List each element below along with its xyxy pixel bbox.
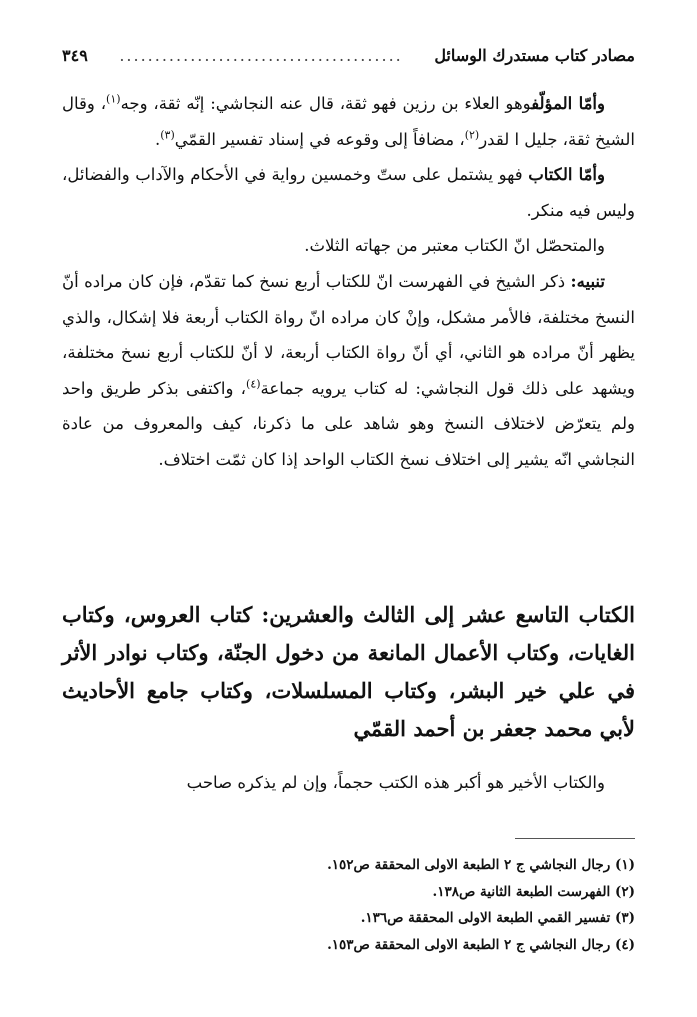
footnote-item: (٢) الفهرست الطبعة الثانية ص١٣٨.	[432, 883, 635, 900]
footnote-item: (١) رجال النجاشي ج ٢ الطبعة الاولى المحققة ص١٥٢.	[327, 857, 635, 873]
main-body	[62, 86, 635, 478]
paragraph-text: ، مضافاً إلى وقوعه في إسناد تفسير القمّي	[174, 129, 465, 149]
paragraph-text: .	[154, 129, 161, 149]
paragraph-author	[62, 86, 635, 157]
section-heading: الكتاب التاسع عشر إلى الثالث والعشرين: كتاب العروس، وكتاب الغايات، وكتاب الأعمال المانعة من دخول الجنّة، وكتاب نوادر الأثر في علي خير البشر، وكتاب المسلسلات، وكتاب جامع الأحاديث لأبي محمد جعفر بن أحمد القمّي	[62, 602, 635, 741]
running-header-title: مصادر كتاب مستدرك الوسائل	[434, 45, 635, 65]
lead-term: تنبيه:	[570, 271, 605, 291]
footnote-ref[interactable]: (١)	[106, 92, 121, 106]
paragraph-text: فهو يشتمل على ستّ وخمسين رواية في الأحكام والآداب والفضائل، وليس فيه منكر.	[62, 165, 635, 220]
section-paragraph: والكتاب الأخير هو أكبر هذه الكتب حجماً، وإن لم يذكره صاحب	[186, 773, 605, 792]
footnote-ref[interactable]: (٢)	[464, 128, 480, 142]
paragraph-text: والمتحصّل انّ الكتاب معتبر من جهاته الثلاث.	[304, 236, 605, 256]
running-header	[62, 40, 635, 70]
footnote-ref[interactable]: (٤)	[246, 377, 261, 391]
paragraph-text: ، وقال الشيخ ثقة، جليل ا لقدر	[62, 94, 635, 149]
footnote-item: (٤) رجال النجاشي ج ٢ الطبعة الاولى المحققة ص١٥٣.	[327, 936, 635, 953]
footnote-ref[interactable]: (٣)	[160, 128, 175, 142]
paragraph-note	[62, 264, 635, 478]
footnote-divider	[515, 838, 635, 839]
paragraph-text: ، واكتفى بذكر طريق واحد ولم يتعرّض لاختلاف النسخ وهو شاهد على ما ذكرنا، كيف والمعروف من عادة النجاشي انّه يشير إلى اختلاف نسخ الكتاب الواحد إذا كان ثمّت اختلاف.	[62, 378, 635, 469]
paragraph-text: وهو العلاء بن رزين فهو ثقة، قال عنه النجاشي: إنّه ثقة، وجه	[120, 94, 532, 113]
footnote-item: (٣) تفسير القمي الطبعة الاولى المحققة ص١٣٦.	[360, 910, 635, 926]
lead-term: وأمّا الكتاب	[528, 165, 605, 185]
paragraph-conclusion	[62, 228, 635, 264]
footnotes	[62, 852, 635, 958]
header-dot-leader: ........................................	[119, 45, 403, 65]
paragraph-book	[62, 157, 635, 228]
page-number: ٣٤٩	[62, 45, 88, 65]
lead-term: وأمّا المؤلّف	[531, 94, 605, 113]
book-page	[62, 0, 635, 1017]
paragraph-text: ذكر الشيخ في الفهرست انّ للكتاب أربع نسخ كما تقدّم، فإن كان مراده أنّ النسخ مختلفة، فالأمر مشكل، وإنْ كان مراده انّ رواة الكتاب أربعة فلا إشكال، والذي يظهر أنّ مراده هو الثاني، أي أنّ رواة الكتاب أربعة، لا أنّ للكتاب أربع نسخ مختلفة، ويشهد على ذلك قول النجاشي: له كتاب يرويه جماعة	[62, 271, 636, 398]
